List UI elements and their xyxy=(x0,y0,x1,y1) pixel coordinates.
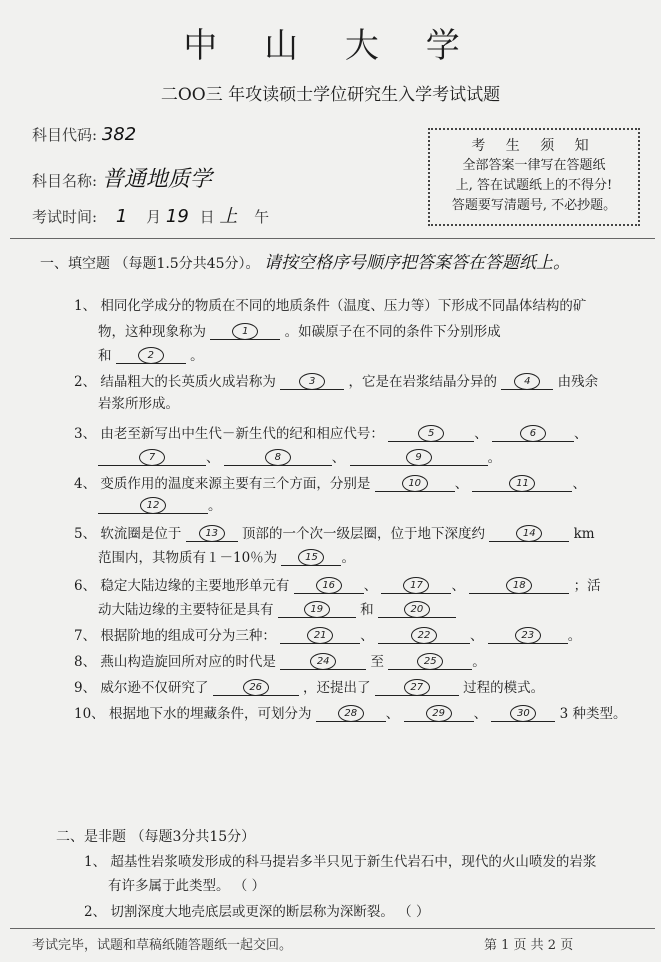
q2-number: 2、 xyxy=(74,374,97,390)
subject-name-value: 普通地质学 xyxy=(101,167,212,192)
answer-blank-13 xyxy=(186,524,238,542)
blank-number-28: 28 xyxy=(338,705,364,722)
notice-title: 考 生 须 知 xyxy=(471,138,597,154)
month-char: 月 xyxy=(146,208,162,226)
question-6: 6、 稳定大陆边缘的主要地形单元有 16 、 17 、 18 ；活 xyxy=(74,578,601,594)
blank-number-3: 3 xyxy=(299,373,325,390)
answer-blank-21 xyxy=(280,626,360,644)
q9-number: 9、 xyxy=(74,680,97,696)
answer-blank-10 xyxy=(375,474,455,492)
question-5 xyxy=(74,524,595,542)
q2-text-d: 岩浆所形成。 xyxy=(98,396,179,412)
question-6-line-2 xyxy=(98,600,456,618)
notice-line-1: 全部答案一律写在答题纸 xyxy=(462,158,606,173)
tf-q1-line-1: 超基性岩浆喷发形成的科马提岩多半只见于新生代岩石中，现代的火山喷发的岩浆 xyxy=(110,854,597,870)
q1-text-b: 物，这种现象称为 xyxy=(98,324,206,340)
section-1-title: 一、填空题 （每题1.5分共45分）。 xyxy=(40,256,260,272)
blank-number-26: 26 xyxy=(243,679,269,696)
q10-text-a: 根据地下水的埋藏条件，可划分为 xyxy=(108,706,312,722)
answer-blank-16 xyxy=(294,576,364,594)
tf-q2-number: 2、 xyxy=(84,904,107,920)
blank-number-19: 19 xyxy=(304,601,330,618)
answer-blank-12 xyxy=(98,496,208,514)
question-1 xyxy=(74,298,586,314)
blank-number-12: 12 xyxy=(140,497,166,514)
q2-text-b: ，它是在岩浆结晶分异的 xyxy=(348,374,497,390)
q9-text-b: ，还提出了 xyxy=(302,680,371,696)
subject-code-value: 382 xyxy=(101,124,137,145)
answer-blank-30 xyxy=(491,704,555,722)
q10-number: 10、 xyxy=(74,706,105,722)
exam-time-label: 考试时间: xyxy=(32,208,98,226)
exam-day: 19 xyxy=(165,206,189,227)
blank-number-29: 29 xyxy=(426,705,452,722)
answer-blank-5 xyxy=(388,424,474,442)
answer-blank-11 xyxy=(472,474,572,492)
exam-time-row xyxy=(32,202,269,228)
blank-number-13: 13 xyxy=(199,525,225,542)
subject-code-row xyxy=(32,124,136,145)
q6-text-c: 动大陆边缘的主要特征是具有 xyxy=(98,602,274,618)
q6-text-b: ；活 xyxy=(573,578,601,594)
subject-name-label: 科目名称: xyxy=(32,172,98,190)
q5-number: 5、 xyxy=(74,526,97,542)
q7-number: 7、 xyxy=(74,628,97,644)
answer-blank-14 xyxy=(489,524,569,542)
q2-text-c: 由残余 xyxy=(557,374,599,390)
question-2 xyxy=(74,372,598,390)
blank-number-21: 21 xyxy=(307,627,333,644)
blank-number-1: 1 xyxy=(232,323,258,340)
answer-blank-29 xyxy=(404,704,474,722)
blank-number-9: 9 xyxy=(406,449,432,466)
q8-text-a: 燕山构造旋回所对应的时代是 xyxy=(100,654,276,670)
question-4-line-2: 12 。 xyxy=(98,496,222,514)
blank-number-2: 2 xyxy=(138,347,164,364)
q9-text-a: 威尔逊不仅研究了 xyxy=(100,680,209,696)
question-3: 3、 由老至新写出中生代－新生代的纪和相应代号： 5 、 6 、 xyxy=(74,426,588,442)
tf-question-1 xyxy=(84,854,596,870)
blank-number-17: 17 xyxy=(403,577,429,594)
exam-title: 二OO三 年攻读硕士学位研究生入学考试试题 xyxy=(160,85,501,105)
question-1-line-2 xyxy=(98,322,501,340)
answer-blank-22 xyxy=(378,626,470,644)
question-1-line-3 xyxy=(98,346,204,364)
answer-blank-25 xyxy=(388,652,472,670)
answer-blank-26 xyxy=(213,678,299,696)
q6-text-d: 和 xyxy=(360,602,374,618)
blank-number-6: 6 xyxy=(520,425,546,442)
blank-number-22: 22 xyxy=(411,627,437,644)
blank-number-23: 23 xyxy=(515,627,541,644)
blank-number-4: 4 xyxy=(514,373,540,390)
answer-blank-18 xyxy=(469,576,569,594)
answer-blank-8 xyxy=(224,448,332,466)
answer-blank-3 xyxy=(280,372,344,390)
answer-blank-2 xyxy=(116,346,186,364)
subject-name-row xyxy=(32,162,212,193)
tf-q2-line-1: 切割深度大地壳底层或更深的断层称为深断裂。 （ ） xyxy=(110,904,430,920)
blank-number-20: 20 xyxy=(404,601,430,618)
question-3-line-2: 7 、 8 、 9 。 xyxy=(98,448,501,466)
q5-text-a: 软流圈是位于 xyxy=(100,526,182,542)
blank-number-25: 25 xyxy=(417,653,443,670)
blank-number-10: 10 xyxy=(402,475,428,492)
q10-text-b: 3 种类型。 xyxy=(559,706,627,722)
header-divider xyxy=(10,238,655,239)
subject-code-label: 科目代码: xyxy=(32,126,98,144)
blank-number-15: 15 xyxy=(298,549,324,566)
q3-number: 3、 xyxy=(74,426,97,442)
answer-blank-7 xyxy=(98,448,206,466)
blank-number-24: 24 xyxy=(310,653,336,670)
day-char: 日 xyxy=(199,208,215,226)
blank-number-18: 18 xyxy=(506,577,532,594)
q1-text-c: 。如碳原子在不同的条件下分别形成 xyxy=(284,324,501,340)
blank-number-11: 11 xyxy=(509,475,535,492)
candidate-notice-box xyxy=(428,128,640,226)
q5-text-c: km xyxy=(573,526,595,542)
answer-blank-19 xyxy=(278,600,356,618)
q9-text-c: 过程的模式。 xyxy=(463,680,545,696)
notice-line-2: 上, 答在试题纸上的不得分! xyxy=(455,178,613,193)
question-9 xyxy=(74,678,544,696)
answer-blank-20 xyxy=(378,600,456,618)
answer-blank-4 xyxy=(501,372,553,390)
blank-number-8: 8 xyxy=(265,449,291,466)
q1-text-a: 相同化学成分的物质在不同的地质条件（温度、压力等）下形成不同晶体结构的矿 xyxy=(100,298,587,314)
q1-text-d: 和 xyxy=(98,348,112,364)
question-10: 10、 根据地下水的埋藏条件，可划分为 28 、 29 、 30 3 种类型。 xyxy=(74,706,627,722)
section-1-heading xyxy=(40,248,570,273)
blank-number-5: 5 xyxy=(418,425,444,442)
page-number: 第 1 页 共 2 页 xyxy=(484,938,574,953)
blank-number-27: 27 xyxy=(404,679,430,696)
question-7: 7、 根据阶地的组成可分为三种： 21 、 22 、 23 。 xyxy=(74,628,582,644)
question-2-line-2 xyxy=(98,396,179,412)
footer-instruction: 考试完毕，试题和草稿纸随答题纸一起交回。 xyxy=(32,938,293,953)
blank-number-14: 14 xyxy=(516,525,542,542)
q6-number: 6、 xyxy=(74,578,97,594)
answer-blank-17 xyxy=(381,576,451,594)
q6-text-a: 稳定大陆边缘的主要地形单元有 xyxy=(100,578,290,594)
q5-text-d: 范围内，其物质有１－10％为 xyxy=(98,550,278,566)
q1-text-e: 。 xyxy=(190,348,204,364)
answer-blank-24 xyxy=(280,652,366,670)
q2-text-a: 结晶粗大的长英质火成岩称为 xyxy=(100,374,276,390)
university-title: 中 山 大 学 xyxy=(183,26,478,66)
question-4: 4、 变质作用的温度来源主要有三个方面，分别是 10 、 11 、 xyxy=(74,476,586,492)
handwritten-instruction: 请按空格序号顺序把答案答在答题纸上。 xyxy=(263,253,570,273)
tf-question-1-line-2: 有许多属于此类型。 （ ） xyxy=(108,878,266,894)
question-8: 8、 燕山构造旋回所对应的时代是 24 至 25 。 xyxy=(74,654,486,670)
answer-blank-28 xyxy=(316,704,386,722)
section-2-heading: 二、是非题 （每题3分共15分） xyxy=(56,829,256,845)
exam-month: 1 xyxy=(115,206,128,227)
tf-q1-number: 1、 xyxy=(84,854,107,870)
noon-char: 午 xyxy=(254,208,270,226)
footer-divider xyxy=(10,928,655,929)
notice-line-3: 答题要写清题号, 不必抄题。 xyxy=(451,198,617,213)
answer-blank-23 xyxy=(488,626,568,644)
q4-text-a: 变质作用的温度来源主要有三个方面，分别是 xyxy=(100,476,371,492)
question-5-line-2: 范围内，其物质有１－10％为 15 。 xyxy=(98,550,355,566)
tf-question-2 xyxy=(84,904,429,920)
q5-text-b: 顶部的一个次一级层圈，位于地下深度约 xyxy=(241,526,485,542)
q1-number: 1、 xyxy=(74,298,97,314)
answer-blank-9 xyxy=(350,448,488,466)
answer-blank-15 xyxy=(281,548,341,566)
blank-number-30: 30 xyxy=(510,705,536,722)
blank-number-7: 7 xyxy=(139,449,165,466)
q4-number: 4、 xyxy=(74,476,97,492)
q7-text-a: 根据阶地的组成可分为三种： xyxy=(100,628,276,644)
blank-number-16: 16 xyxy=(316,577,342,594)
q8-text-b: 至 xyxy=(370,654,384,670)
answer-blank-6 xyxy=(492,424,574,442)
answer-blank-1 xyxy=(210,322,280,340)
exam-ampm: 上 xyxy=(219,206,238,227)
q8-number: 8、 xyxy=(74,654,97,670)
answer-blank-27 xyxy=(375,678,459,696)
q3-text-a: 由老至新写出中生代－新生代的纪和相应代号： xyxy=(100,426,384,442)
